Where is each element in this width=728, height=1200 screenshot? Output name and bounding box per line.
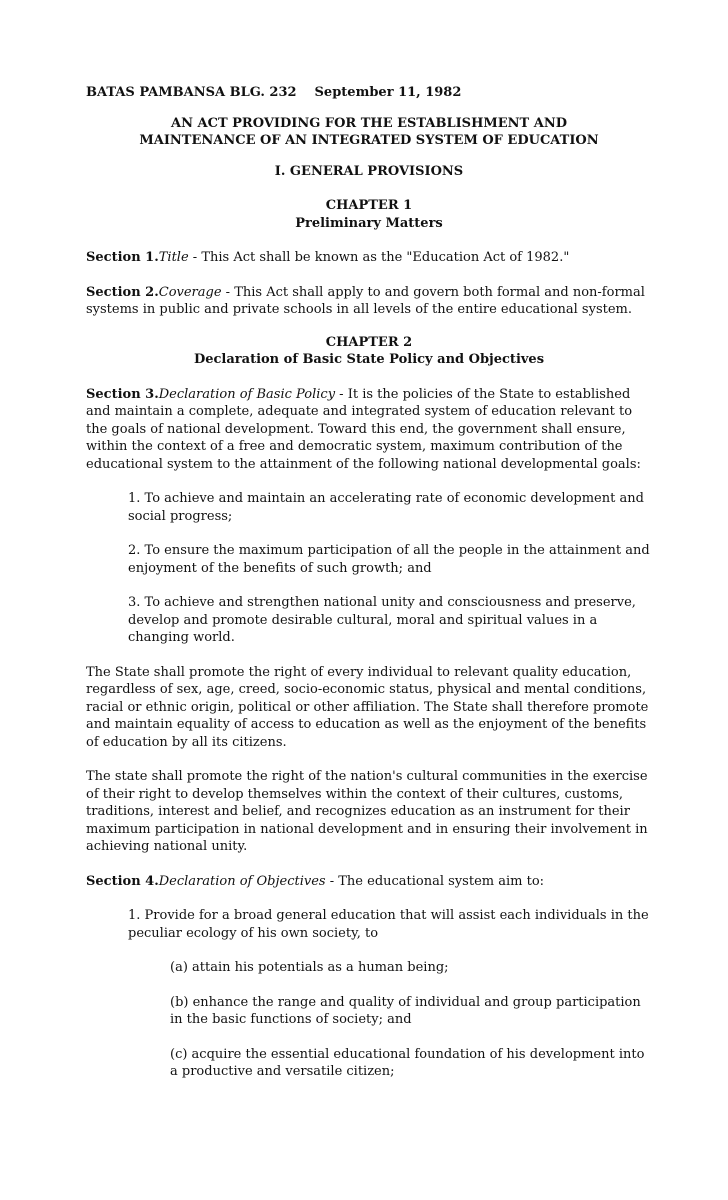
section-4-number: Section 4. xyxy=(86,873,159,889)
section-4-title: Declaration of Objectives xyxy=(158,873,326,889)
chapter-1-title: Preliminary Matters xyxy=(295,215,443,231)
sub-item: (c) acquire the essential educational foundation of his development into a productive and versatile citizen; xyxy=(170,1046,645,1079)
chapter-1-heading xyxy=(86,197,652,232)
section-2 xyxy=(86,284,652,319)
chapter-2-number: CHAPTER 2 xyxy=(325,334,413,350)
objective-item: 1. Provide for a broad general education that will assist each individuals in the peculiar ecology of his own society, to xyxy=(128,908,649,941)
section-3 xyxy=(86,386,652,474)
section-3-text: - It is the policies of the State to established and maintain a complete, adequate and integrated system of education relevant to the goals of national development. Toward this end, the government shall ensure, within the context of a free and democratic system, maximum contribution of the educational system to the attainment of the following national developmental goals: xyxy=(86,386,641,472)
cultural-paragraph: The state shall promote the right of the nation's cultural communities in the exercise of their right to develop themselves within the context of their cultures, customs, traditions, interest and belief, and recognizes education as an instrument for their maximum participation in national development and in ensuring their involvement in achieving national unity. xyxy=(86,769,648,854)
document-page xyxy=(86,84,652,1081)
section-2-text: - This Act shall apply to and govern both formal and non-formal systems in public and private schools in all levels of the entire educational system. xyxy=(86,284,645,317)
section-3-number: Section 3. xyxy=(86,386,159,402)
chapter-2-heading xyxy=(86,334,652,369)
law-number: BATAS PAMBANSA BLG. 232 xyxy=(86,85,297,100)
section-1-title: Title xyxy=(158,250,189,265)
section-4-text: - The educational system aim to: xyxy=(325,873,545,889)
rights-paragraph: The State shall promote the right of every individual to relevant quality education, regardless of sex, age, creed, socio-economic status, physical and mental conditions, racial or ethnic origin, political or other affiliation. The State shall therefore promote and maintain equality of access to education as well as the enjoyment of the benefits of education by all its citizens. xyxy=(86,664,649,750)
act-title: AN ACT PROVIDING FOR THE ESTABLISHMENT AND MAINTENANCE OF AN INTEGRATED SYSTEM OF EDUCATION xyxy=(139,115,599,148)
section-1-text: - This Act shall be known as the "Education Act of 1982." xyxy=(188,250,570,265)
goal-item: 2. To ensure the maximum participation of all the people in the attainment and enjoyment of the benefits of such growth; and xyxy=(128,543,650,576)
sub-item: (a) attain his potentials as a human being; xyxy=(170,960,449,975)
enactment-date: September 11, 1982 xyxy=(314,85,462,100)
chapter-1-number: CHAPTER 1 xyxy=(325,198,413,213)
goal-item: 3. To achieve and strengthen national unity and consciousness and preserve, develop and promote desirable cultural, moral and spiritual values in a changing world. xyxy=(128,595,636,645)
document-header xyxy=(86,84,652,102)
section-4 xyxy=(86,873,652,891)
chapter-2-title: Declaration of Basic State Policy and Objectives xyxy=(193,352,545,367)
section-1 xyxy=(86,249,652,267)
section-3-title: Declaration of Basic Policy xyxy=(158,386,336,402)
section-1-number: Section 1. xyxy=(86,250,159,265)
section-2-number: Section 2. xyxy=(86,284,159,300)
part-heading: I. GENERAL PROVISIONS xyxy=(274,163,464,179)
section-2-title: Coverage xyxy=(158,284,222,300)
sub-item: (b) enhance the range and quality of individual and group participation in the basic functions of society; and xyxy=(170,994,641,1027)
goal-item: 1. To achieve and maintain an accelerating rate of economic development and social progress; xyxy=(128,491,644,524)
